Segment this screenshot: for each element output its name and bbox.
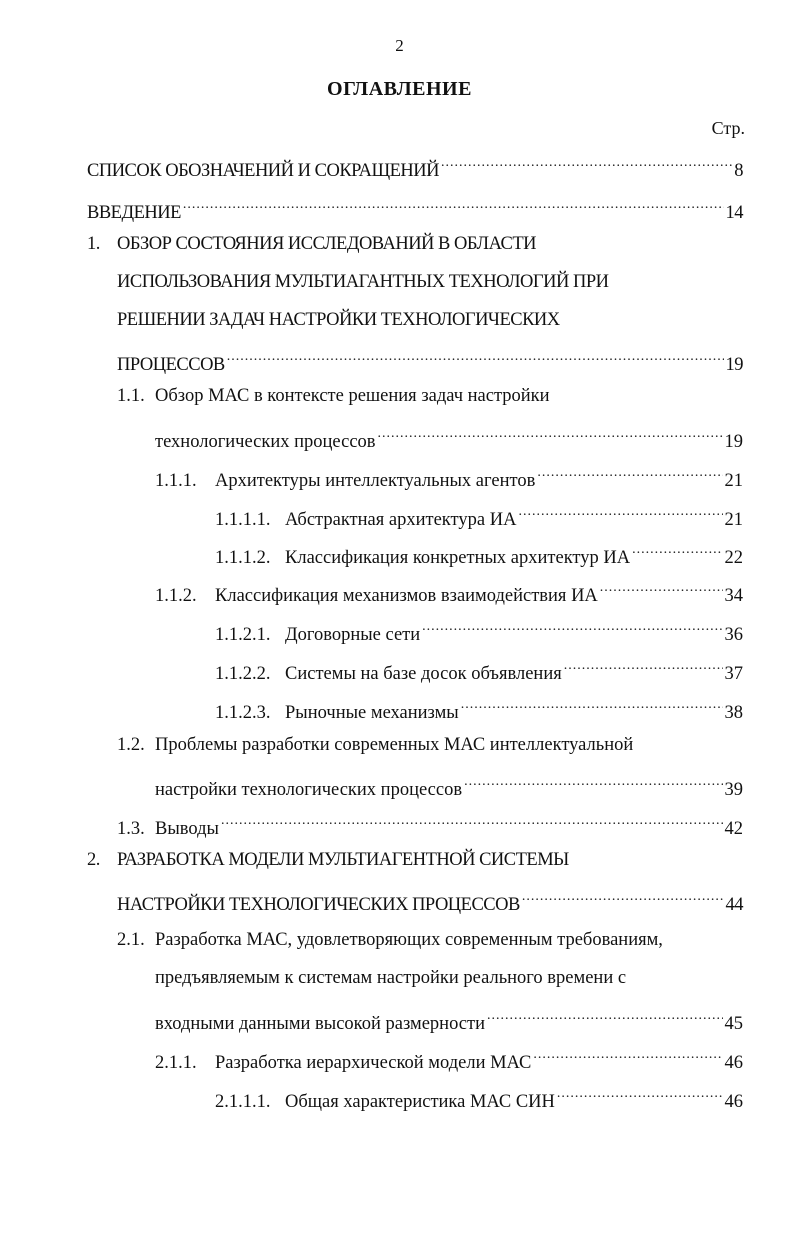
toc-entry-number: 1.1.1.1.: [215, 510, 271, 530]
toc-entry-text: РЕШЕНИИ ЗАДАЧ НАСТРОЙКИ ТЕХНОЛОГИЧЕСКИХ: [117, 310, 560, 330]
toc-entry-section-2-1: [117, 928, 663, 952]
toc-entry-number: 1.1.1.2.: [215, 548, 271, 568]
page-column-label: Стр.: [711, 118, 745, 138]
toc-entry-number: 1.: [87, 234, 100, 254]
toc-entry-text: входными данными высокой размерности: [155, 1014, 485, 1034]
toc-entry-number: 2.1.1.1.: [215, 1092, 271, 1112]
toc-entry-page: 36: [724, 625, 743, 645]
toc-entry-text: СПИСОК ОБОЗНАЧЕНИЙ И СОКРАЩЕНИЙ: [87, 161, 439, 181]
toc-entry-text: Абстрактная архитектура ИА: [285, 510, 517, 530]
toc-entry-section-2-1-1: [155, 1044, 743, 1073]
toc-entry-text: предъявляемым к системам настройки реального времени с: [155, 968, 627, 988]
toc-entry-text: РАЗРАБОТКА МОДЕЛИ МУЛЬТИАГЕНТНОЙ СИСТЕМЫ: [117, 850, 569, 870]
toc-entry-section-2-1-1-1: [215, 1083, 743, 1112]
dot-leader: [221, 810, 723, 834]
toc-entry-number: 1.1.2.: [155, 586, 197, 606]
toc-entry-section-1-1: [117, 384, 550, 408]
toc-entry-page: 39: [724, 780, 743, 800]
dot-leader: [564, 655, 723, 679]
toc-entry-section-1-1-1-2: [215, 539, 743, 568]
toc-entry-number: 1.1.1.: [155, 471, 197, 491]
dot-leader: [227, 346, 724, 370]
toc-entry-section-1-2-cont: [155, 771, 743, 800]
toc-entry-number: 2.1.: [117, 930, 145, 950]
toc-entry-section-1-2: [117, 733, 633, 757]
dot-leader: [183, 194, 724, 218]
toc-entry-chapter-2: [87, 848, 569, 872]
toc-entry-number: 2.: [87, 850, 100, 870]
toc-entry-page: 38: [724, 703, 743, 723]
page-number: 2: [395, 36, 404, 55]
dot-leader: [461, 694, 723, 718]
toc-entry-section-1-1-2-2: [215, 655, 743, 684]
toc-entry-text: Архитектуры интеллектуальных агентов: [215, 471, 536, 491]
toc-entry-text: настройки технологических процессов: [155, 780, 463, 800]
toc-entry-section-1-1-cont: [155, 423, 743, 452]
toc-entry-page: 46: [724, 1092, 743, 1112]
dot-leader: [441, 152, 732, 176]
toc-entry-text: Разработка МАС, удовлетворяющих современным требованиям,: [155, 930, 663, 950]
toc-entry-section-1-1-1: [155, 462, 743, 491]
toc-entry-text: Классификация механизмов взаимодействия ИА: [215, 586, 598, 606]
toc-entry-page: 44: [725, 895, 743, 915]
toc-entry-page: 45: [724, 1014, 743, 1034]
toc-entry-number: 1.2.: [117, 735, 145, 755]
toc-entry-chapter-2-cont: [117, 886, 743, 915]
toc-entry-text: Разработка иерархической модели МАС: [215, 1053, 532, 1073]
toc-entry-number: 1.1.2.2.: [215, 664, 271, 684]
dot-leader: [378, 423, 723, 447]
toc-entry-page: 21: [724, 471, 743, 491]
toc-entry-section-1-1-2-3: [215, 694, 743, 723]
toc-entry-text: ПРОЦЕССОВ: [117, 355, 225, 375]
toc-entry-section-2-1-cont: [155, 1005, 743, 1034]
toc-entry-abbreviations: [87, 152, 743, 181]
toc-entry-chapter-1-cont: [117, 308, 560, 332]
toc-entry-text: НАСТРОЙКИ ТЕХНОЛОГИЧЕСКИХ ПРОЦЕССОВ: [117, 895, 520, 915]
toc-entry-page: 22: [724, 548, 743, 568]
dot-leader: [487, 1005, 723, 1029]
dot-leader: [557, 1083, 723, 1107]
toc-entry-section-1-1-2-1: [215, 616, 743, 645]
toc-entry-text: ВВЕДЕНИЕ: [87, 203, 181, 223]
toc-entry-number: 1.3.: [117, 819, 145, 839]
toc-entry-text: Рыночные механизмы: [285, 703, 459, 723]
toc-entry-page: 21: [724, 510, 743, 530]
toc-entry-text: Системы на базе досок объявления: [285, 664, 562, 684]
toc-entry-section-1-3: [117, 810, 743, 839]
toc-entry-section-2-1-cont: [155, 966, 626, 990]
dot-leader: [537, 462, 722, 486]
dot-leader: [464, 771, 722, 795]
dot-leader: [632, 539, 722, 563]
toc-entry-page: 14: [725, 203, 743, 223]
toc-entry-text: Выводы: [155, 819, 219, 839]
toc-entry-text: Проблемы разработки современных МАС интеллектуальной: [155, 735, 634, 755]
dot-leader: [518, 501, 722, 525]
toc-entry-text: Классификация конкретных архитектур ИА: [285, 548, 631, 568]
toc-entry-number: 1.1.2.1.: [215, 625, 271, 645]
toc-entry-chapter-1-cont: [117, 270, 608, 294]
dot-leader: [422, 616, 722, 640]
toc-title: ОГЛАВЛЕНИЕ: [327, 78, 472, 100]
dot-leader: [522, 886, 724, 910]
toc-entry-number: 1.1.2.3.: [215, 703, 271, 723]
toc-entry-text: Общая характеристика МАС СИН: [285, 1092, 555, 1112]
toc-entry-text: технологических процессов: [155, 432, 376, 452]
toc-entry-chapter-1-cont: [117, 346, 743, 375]
toc-entry-text: ИСПОЛЬЗОВАНИЯ МУЛЬТИАГАНТНЫХ ТЕХНОЛОГИЙ ПРИ: [117, 272, 609, 292]
toc-entry-chapter-1: [87, 232, 536, 256]
toc-entry-text: ОБЗОР СОСТОЯНИЯ ИССЛЕДОВАНИЙ В ОБЛАСТИ: [117, 234, 537, 254]
toc-entry-page: 42: [724, 819, 743, 839]
toc-entry-page: 19: [724, 432, 743, 452]
toc-entry-page: 8: [734, 161, 743, 181]
dot-leader: [600, 577, 723, 601]
toc-entry-text: Договорные сети: [285, 625, 421, 645]
toc-entry-text: Обзор МАС в контексте решения задач настройки: [155, 386, 550, 406]
toc-entry-page: 37: [724, 664, 743, 684]
toc-entry-page: 34: [724, 586, 743, 606]
toc-entry-number: 1.1.: [117, 386, 145, 406]
toc-entry-introduction: [87, 194, 743, 223]
toc-entry-section-1-1-2: [155, 577, 743, 606]
dot-leader: [533, 1044, 722, 1068]
toc-entry-number: 2.1.1.: [155, 1053, 197, 1073]
toc-entry-page: 46: [724, 1053, 743, 1073]
toc-entry-section-1-1-1-1: [215, 501, 743, 530]
toc-entry-page: 19: [725, 355, 743, 375]
